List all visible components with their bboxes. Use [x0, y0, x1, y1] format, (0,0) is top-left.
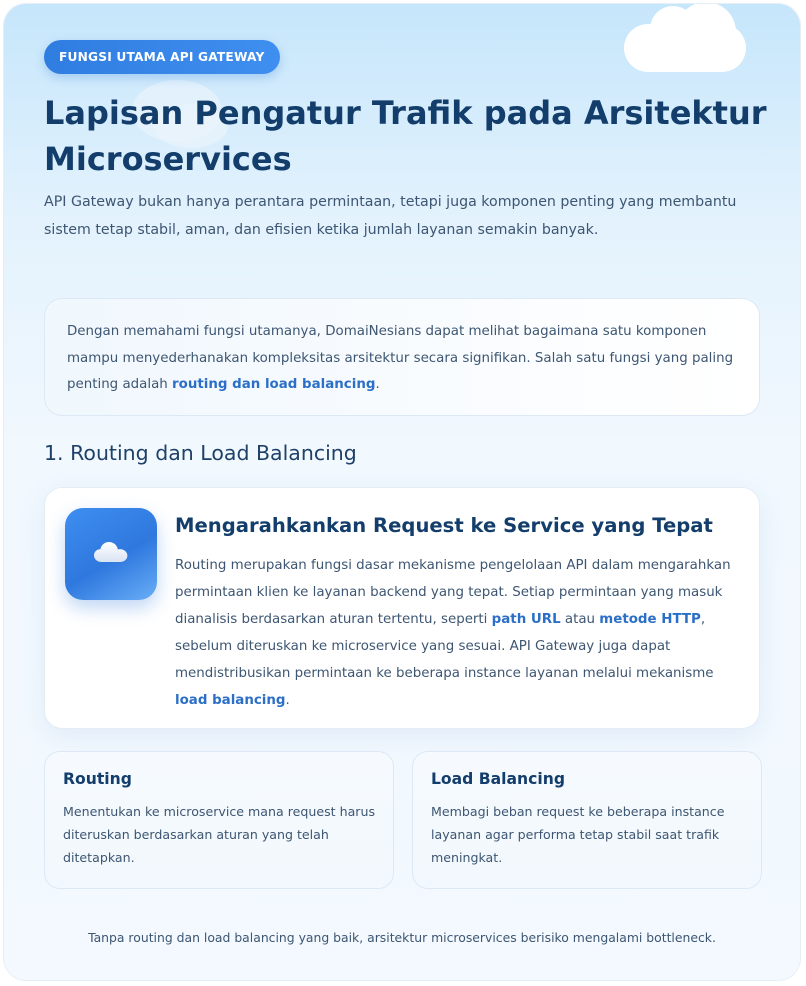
- section-heading: 1. Routing dan Load Balancing: [44, 441, 357, 465]
- feature-paragraph: [175, 552, 745, 714]
- routing-card: [44, 751, 394, 889]
- intro-text-end: .: [375, 377, 380, 392]
- decorative-cloud: [676, 4, 736, 62]
- highlight-path-url: path URL: [491, 612, 561, 627]
- load-balancing-card-text: Membagi beban request ke beberapa instance layanan agar performa tetap stabil saat trafik meningkat.: [431, 804, 725, 865]
- article-card: [4, 4, 800, 980]
- feature-text-4: .: [285, 693, 290, 708]
- routing-card-title: Routing: [63, 770, 132, 788]
- page-subtitle: API Gateway bukan hanya perantara permintaan, tetapi juga komponen penting yang membantu sistem tetap stabil, aman, dan efisien ketika jumlah layanan semakin banyak.: [44, 194, 737, 238]
- highlight-load-balancing: load balancing: [175, 693, 286, 708]
- routing-card-text: Menentukan ke microservice mana request harus diteruskan berdasarkan aturan yang telah ditetapkan.: [63, 804, 376, 865]
- intro-box: [44, 298, 760, 416]
- feature-card: [44, 487, 760, 729]
- load-balancing-card: [412, 751, 762, 889]
- page-title: Lapisan Pengatur Trafik pada Arsitektur Microservices: [44, 94, 767, 178]
- footer-note: Tanpa routing dan load balancing yang baik, arsitektur microservices berisiko mengalami bottleneck.: [88, 930, 716, 945]
- feature-text-2: atau: [560, 612, 600, 627]
- feature-description: [175, 552, 745, 714]
- feature-text-3: , sebelum diteruskan ke microservice yang sesuai. API Gateway juga dapat mendistribusikan permintaan ke beberapa instance layanan melalui mekanisme: [175, 612, 714, 681]
- intro-highlight: routing dan load balancing: [172, 377, 376, 392]
- feature-icon-tile: [65, 508, 157, 600]
- intro-text: Dengan memahami fungsi utamanya, DomaiNesians dapat melihat bagaimana satu komponen mampu menyederhanakan kompleksitas arsitektur secara signifikan. Salah satu fungsi yang paling penting adalah: [67, 324, 734, 392]
- cloud-icon: [93, 538, 129, 566]
- load-balancing-card-title: Load Balancing: [431, 770, 565, 788]
- category-badge: FUNGSI UTAMA API GATEWAY: [44, 40, 280, 74]
- intro-paragraph: [67, 319, 737, 399]
- highlight-http-method: metode HTTP: [599, 612, 701, 627]
- feature-title: Mengarahkankan Request ke Service yang Tepat: [175, 514, 713, 537]
- feature-text-1: Routing merupakan fungsi dasar mekanisme pengelolaan API dalam mengarahkan permintaan klien ke layanan backend yang tepat. Setiap permintaan yang masuk dianalisis berdasarkan aturan tertentu, seperti: [175, 558, 731, 627]
